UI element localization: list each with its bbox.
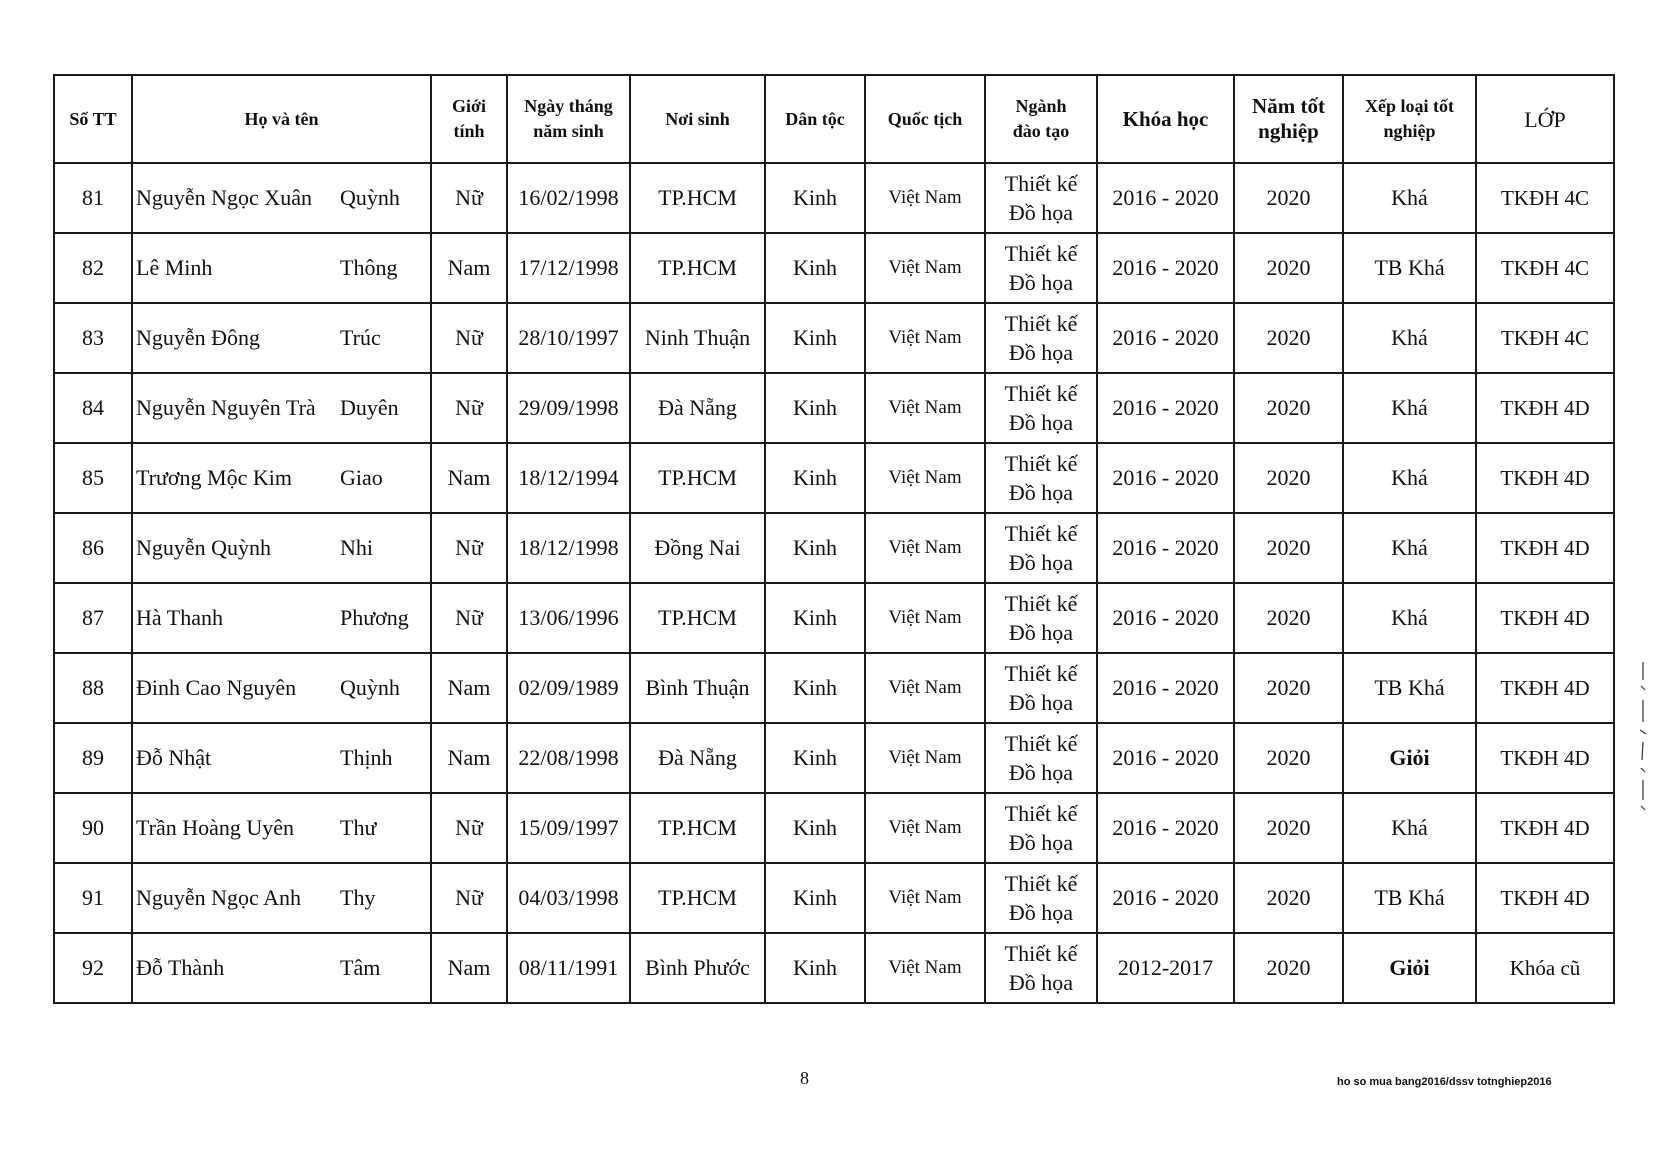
cell-stt: 85 [54, 443, 132, 513]
cell-gender: Nam [431, 933, 507, 1003]
cell-surname: Lê Minh [132, 233, 328, 303]
cell-course: 2016 - 2020 [1097, 863, 1234, 933]
table-row [54, 443, 1614, 513]
cell-rank: TB Khá [1343, 653, 1476, 723]
table-row [54, 933, 1614, 1003]
header-birthplace: Nơi sinh [630, 75, 765, 163]
cell-class: TKĐH 4D [1476, 723, 1614, 793]
cell-stt: 81 [54, 163, 132, 233]
cell-course: 2016 - 2020 [1097, 233, 1234, 303]
header-nationality: Quốc tịch [865, 75, 985, 163]
cell-major [985, 233, 1097, 303]
table-row [54, 163, 1614, 233]
cell-course: 2016 - 2020 [1097, 723, 1234, 793]
cell-birthplace: Bình Phước [630, 933, 765, 1003]
cell-ethnicity: Kinh [765, 233, 865, 303]
cell-class: Khóa cũ [1476, 933, 1614, 1003]
table-row [54, 723, 1614, 793]
header-gender-line2: tính [453, 121, 485, 141]
cell-class: TKĐH 4D [1476, 863, 1614, 933]
cell-birthplace: TP.HCM [630, 443, 765, 513]
cell-ethnicity: Kinh [765, 303, 865, 373]
cell-stt: 87 [54, 583, 132, 653]
cell-nationality: Việt Nam [865, 933, 985, 1003]
cell-ethnicity: Kinh [765, 583, 865, 653]
header-grad-year-line2: nghiệp [1258, 119, 1319, 143]
cell-rank: Khá [1343, 793, 1476, 863]
major-line2: Đồ họa [1008, 830, 1074, 855]
major-line1: Thiết kế [1004, 241, 1078, 266]
cell-dob: 08/11/1991 [507, 933, 630, 1003]
cell-ethnicity: Kinh [765, 863, 865, 933]
cell-major [985, 443, 1097, 513]
cell-birthplace: Đà Nẵng [630, 723, 765, 793]
cell-stt: 82 [54, 233, 132, 303]
cell-ethnicity: Kinh [765, 513, 865, 583]
cell-surname: Nguyễn Nguyên Trà [132, 373, 328, 443]
major-line1: Thiết kế [1004, 801, 1078, 826]
table-row [54, 653, 1614, 723]
cell-birthplace: TP.HCM [630, 233, 765, 303]
cell-rank: Khá [1343, 163, 1476, 233]
cell-gender: Nữ [431, 163, 507, 233]
cell-given-name: Thư [328, 793, 431, 863]
cell-class: TKĐH 4D [1476, 583, 1614, 653]
header-dob [507, 75, 630, 163]
major-line1: Thiết kế [1004, 311, 1078, 336]
cell-dob: 29/09/1998 [507, 373, 630, 443]
cell-nationality: Việt Nam [865, 513, 985, 583]
major-line2: Đồ họa [1008, 550, 1074, 575]
cell-major [985, 163, 1097, 233]
cell-stt: 84 [54, 373, 132, 443]
table-row [54, 793, 1614, 863]
cell-nationality: Việt Nam [865, 653, 985, 723]
cell-course: 2016 - 2020 [1097, 583, 1234, 653]
major-line1: Thiết kế [1004, 521, 1078, 546]
major-line1: Thiết kế [1004, 941, 1078, 966]
cell-dob: 13/06/1996 [507, 583, 630, 653]
header-rank-line2: nghiệp [1383, 121, 1436, 141]
cell-class: TKĐH 4C [1476, 163, 1614, 233]
cell-ethnicity: Kinh [765, 793, 865, 863]
cell-major [985, 513, 1097, 583]
major-line2: Đồ họa [1008, 200, 1074, 225]
header-dob-line1: Ngày tháng [524, 96, 613, 116]
cell-rank: TB Khá [1343, 233, 1476, 303]
cell-stt: 83 [54, 303, 132, 373]
cell-surname: Trương Mộc Kim [132, 443, 328, 513]
cell-gender: Nữ [431, 863, 507, 933]
cell-dob: 16/02/1998 [507, 163, 630, 233]
cell-class: TKĐH 4D [1476, 443, 1614, 513]
cell-course: 2016 - 2020 [1097, 303, 1234, 373]
table-row [54, 373, 1614, 443]
margin-handwriting-mark [1636, 660, 1650, 820]
cell-surname: Đỗ Nhật [132, 723, 328, 793]
cell-surname: Trần Hoàng Uyên [132, 793, 328, 863]
major-line2: Đồ họa [1008, 760, 1074, 785]
cell-given-name: Thy [328, 863, 431, 933]
cell-gender: Nữ [431, 583, 507, 653]
cell-grad-year: 2020 [1234, 583, 1343, 653]
header-major [985, 75, 1097, 163]
header-rank [1343, 75, 1476, 163]
cell-major [985, 793, 1097, 863]
cell-rank: Giỏi [1343, 723, 1476, 793]
cell-course: 2016 - 2020 [1097, 653, 1234, 723]
cell-gender: Nam [431, 443, 507, 513]
cell-given-name: Quỳnh [328, 163, 431, 233]
header-course: Khóa học [1097, 75, 1234, 163]
cell-major [985, 583, 1097, 653]
cell-surname: Đinh Cao Nguyên [132, 653, 328, 723]
cell-gender: Nữ [431, 513, 507, 583]
table-row [54, 863, 1614, 933]
cell-birthplace: TP.HCM [630, 863, 765, 933]
table-header-row [54, 75, 1614, 163]
table-row [54, 583, 1614, 653]
header-grad-year-line1: Năm tốt [1252, 94, 1325, 118]
cell-ethnicity: Kinh [765, 723, 865, 793]
cell-surname: Nguyễn Ngọc Anh [132, 863, 328, 933]
cell-birthplace: TP.HCM [630, 163, 765, 233]
cell-gender: Nữ [431, 373, 507, 443]
cell-grad-year: 2020 [1234, 233, 1343, 303]
major-line2: Đồ họa [1008, 690, 1074, 715]
header-gender-line1: Giới [452, 96, 486, 116]
cell-ethnicity: Kinh [765, 443, 865, 513]
cell-grad-year: 2020 [1234, 163, 1343, 233]
major-line1: Thiết kế [1004, 451, 1078, 476]
cell-grad-year: 2020 [1234, 793, 1343, 863]
cell-gender: Nữ [431, 303, 507, 373]
footer-file-path: ho so mua bang2016/dssv totnghiep2016 [1337, 1076, 1552, 1088]
cell-given-name: Trúc [328, 303, 431, 373]
cell-rank: Khá [1343, 583, 1476, 653]
cell-rank: TB Khá [1343, 863, 1476, 933]
major-line2: Đồ họa [1008, 410, 1074, 435]
cell-major [985, 723, 1097, 793]
cell-nationality: Việt Nam [865, 793, 985, 863]
cell-stt: 91 [54, 863, 132, 933]
cell-class: TKĐH 4C [1476, 233, 1614, 303]
cell-course: 2016 - 2020 [1097, 513, 1234, 583]
cell-stt: 88 [54, 653, 132, 723]
cell-major [985, 303, 1097, 373]
cell-grad-year: 2020 [1234, 653, 1343, 723]
cell-class: TKĐH 4D [1476, 653, 1614, 723]
cell-grad-year: 2020 [1234, 443, 1343, 513]
cell-course: 2012-2017 [1097, 933, 1234, 1003]
header-stt: Số TT [54, 75, 132, 163]
header-rank-line1: Xếp loại tốt [1365, 96, 1454, 116]
major-line1: Thiết kế [1004, 381, 1078, 406]
cell-rank: Khá [1343, 443, 1476, 513]
cell-nationality: Việt Nam [865, 373, 985, 443]
cell-grad-year: 2020 [1234, 373, 1343, 443]
cell-given-name: Nhi [328, 513, 431, 583]
header-major-line1: Ngành [1015, 96, 1067, 116]
header-ethnicity: Dân tộc [765, 75, 865, 163]
cell-birthplace: Bình Thuận [630, 653, 765, 723]
cell-surname: Nguyễn Đông [132, 303, 328, 373]
cell-ethnicity: Kinh [765, 933, 865, 1003]
cell-dob: 18/12/1994 [507, 443, 630, 513]
cell-dob: 04/03/1998 [507, 863, 630, 933]
table-row [54, 233, 1614, 303]
cell-birthplace: TP.HCM [630, 583, 765, 653]
header-dob-line2: năm sinh [533, 121, 604, 141]
cell-gender: Nam [431, 233, 507, 303]
cell-given-name: Phương [328, 583, 431, 653]
cell-surname: Nguyễn Ngọc Xuân [132, 163, 328, 233]
major-line2: Đồ họa [1008, 620, 1074, 645]
major-line2: Đồ họa [1008, 270, 1074, 295]
major-line2: Đồ họa [1008, 340, 1074, 365]
major-line1: Thiết kế [1004, 591, 1078, 616]
cell-surname: Nguyễn Quỳnh [132, 513, 328, 583]
cell-gender: Nam [431, 653, 507, 723]
cell-rank: Khá [1343, 373, 1476, 443]
major-line1: Thiết kế [1004, 871, 1078, 896]
cell-gender: Nữ [431, 793, 507, 863]
cell-grad-year: 2020 [1234, 863, 1343, 933]
cell-major [985, 933, 1097, 1003]
cell-dob: 28/10/1997 [507, 303, 630, 373]
cell-major [985, 373, 1097, 443]
cell-major [985, 863, 1097, 933]
cell-surname: Hà Thanh [132, 583, 328, 653]
major-line1: Thiết kế [1004, 661, 1078, 686]
cell-nationality: Việt Nam [865, 723, 985, 793]
header-name: Họ và tên [132, 75, 431, 163]
major-line1: Thiết kế [1004, 171, 1078, 196]
cell-course: 2016 - 2020 [1097, 443, 1234, 513]
page-number: 8 [800, 1068, 809, 1088]
cell-rank: Khá [1343, 303, 1476, 373]
cell-birthplace: Ninh Thuận [630, 303, 765, 373]
header-major-line2: đào tạo [1012, 121, 1070, 141]
cell-birthplace: Đồng Nai [630, 513, 765, 583]
table-body [54, 163, 1614, 1003]
cell-nationality: Việt Nam [865, 303, 985, 373]
cell-nationality: Việt Nam [865, 163, 985, 233]
cell-given-name: Quỳnh [328, 653, 431, 723]
table-row [54, 513, 1614, 583]
graduates-table [53, 74, 1615, 1004]
cell-stt: 92 [54, 933, 132, 1003]
cell-course: 2016 - 2020 [1097, 373, 1234, 443]
cell-stt: 86 [54, 513, 132, 583]
cell-given-name: Giao [328, 443, 431, 513]
cell-ethnicity: Kinh [765, 653, 865, 723]
cell-given-name: Thông [328, 233, 431, 303]
cell-stt: 90 [54, 793, 132, 863]
cell-nationality: Việt Nam [865, 583, 985, 653]
header-class: LỚP [1476, 75, 1614, 163]
cell-rank: Khá [1343, 513, 1476, 583]
cell-birthplace: TP.HCM [630, 793, 765, 863]
cell-stt: 89 [54, 723, 132, 793]
cell-ethnicity: Kinh [765, 373, 865, 443]
cell-ethnicity: Kinh [765, 163, 865, 233]
cell-given-name: Tâm [328, 933, 431, 1003]
cell-dob: 15/09/1997 [507, 793, 630, 863]
cell-class: TKĐH 4D [1476, 793, 1614, 863]
cell-nationality: Việt Nam [865, 863, 985, 933]
cell-nationality: Việt Nam [865, 443, 985, 513]
cell-course: 2016 - 2020 [1097, 163, 1234, 233]
cell-given-name: Thịnh [328, 723, 431, 793]
major-line2: Đồ họa [1008, 970, 1074, 995]
cell-dob: 18/12/1998 [507, 513, 630, 583]
cell-grad-year: 2020 [1234, 933, 1343, 1003]
cell-given-name: Duyên [328, 373, 431, 443]
cell-major [985, 653, 1097, 723]
cell-rank: Giỏi [1343, 933, 1476, 1003]
cell-birthplace: Đà Nẵng [630, 373, 765, 443]
cell-class: TKĐH 4C [1476, 303, 1614, 373]
cell-dob: 17/12/1998 [507, 233, 630, 303]
cell-dob: 02/09/1989 [507, 653, 630, 723]
cell-surname: Đỗ Thành [132, 933, 328, 1003]
major-line2: Đồ họa [1008, 900, 1074, 925]
cell-class: TKĐH 4D [1476, 373, 1614, 443]
cell-class: TKĐH 4D [1476, 513, 1614, 583]
table-row [54, 303, 1614, 373]
cell-dob: 22/08/1998 [507, 723, 630, 793]
cell-grad-year: 2020 [1234, 723, 1343, 793]
cell-nationality: Việt Nam [865, 233, 985, 303]
cell-grad-year: 2020 [1234, 303, 1343, 373]
major-line2: Đồ họa [1008, 480, 1074, 505]
cell-grad-year: 2020 [1234, 513, 1343, 583]
cell-course: 2016 - 2020 [1097, 793, 1234, 863]
major-line1: Thiết kế [1004, 731, 1078, 756]
cell-gender: Nam [431, 723, 507, 793]
header-gender [431, 75, 507, 163]
header-grad-year [1234, 75, 1343, 163]
